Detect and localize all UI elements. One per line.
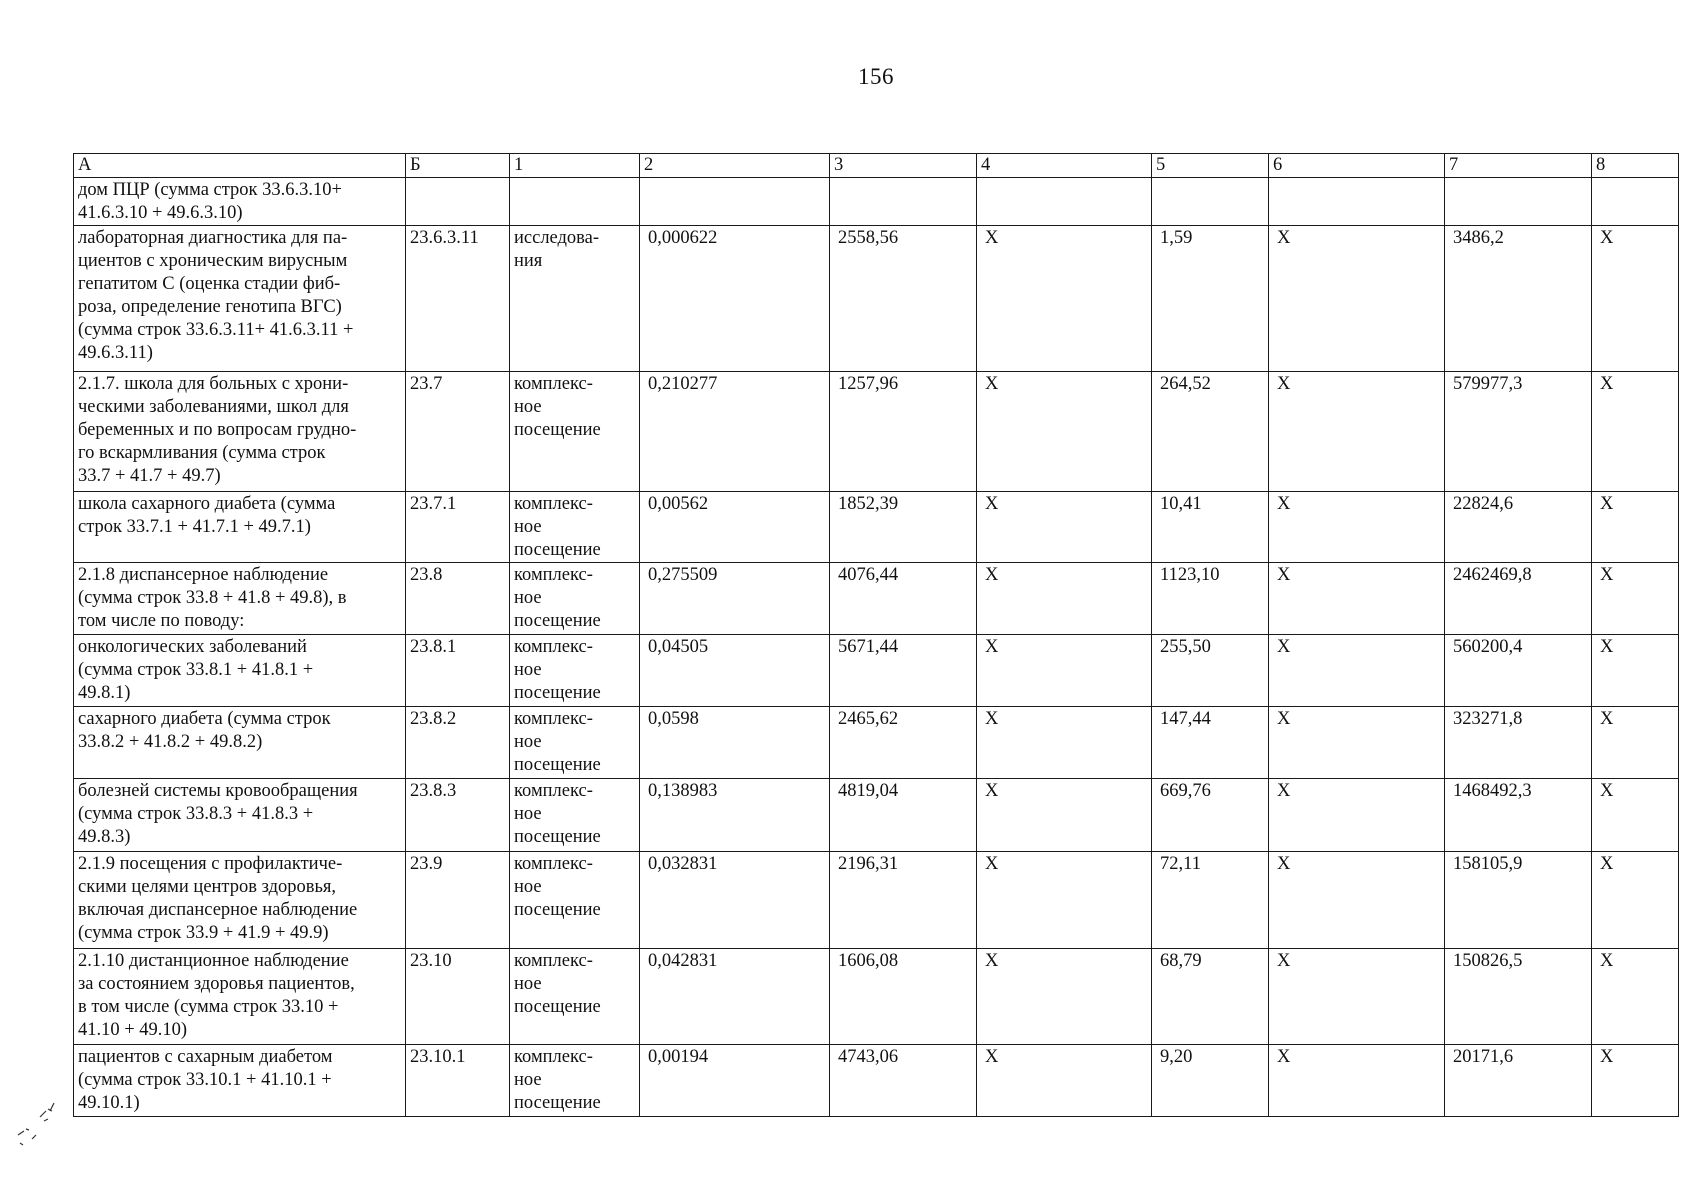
unit-cell: комплекс- ное посещение — [510, 1045, 640, 1117]
col3-cell: 2196,31 — [830, 852, 977, 949]
scan-mark — [10, 1095, 70, 1155]
col7-cell: 579977,3 — [1445, 372, 1592, 492]
header-cell: 3 — [830, 154, 977, 178]
col3-cell: 4743,06 — [830, 1045, 977, 1117]
col8-cell: Х — [1592, 226, 1679, 372]
col8-cell — [1592, 178, 1679, 226]
col4-cell: Х — [977, 949, 1152, 1045]
col8-cell: Х — [1592, 779, 1679, 852]
unit-cell: комплекс- ное посещение — [510, 707, 640, 779]
col5-cell: 147,44 — [1152, 707, 1269, 779]
data-table — [73, 153, 1679, 1117]
col5-cell: 1,59 — [1152, 226, 1269, 372]
col4-cell: Х — [977, 492, 1152, 563]
table-row — [74, 779, 1679, 852]
col5-cell — [1152, 178, 1269, 226]
col4-cell: Х — [977, 563, 1152, 635]
row-name-cell: сахарного диабета (сумма строк 33.8.2 + 41.8.2 + 49.8.2) — [74, 707, 406, 779]
row-name-cell: 2.1.7. школа для больных с хрони- ческими заболеваниями, школ для беременных и по вопросам грудно- го вскармливания (сумма строк 33.7 + 41.7 + 49.7) — [74, 372, 406, 492]
row-code-cell: 23.8.2 — [406, 707, 510, 779]
row-code-cell: 23.8.3 — [406, 779, 510, 852]
col8-cell: Х — [1592, 949, 1679, 1045]
unit-cell: комплекс- ное посещение — [510, 779, 640, 852]
col5-cell: 72,11 — [1152, 852, 1269, 949]
header-cell: А — [74, 154, 406, 178]
col8-cell: Х — [1592, 492, 1679, 563]
col2-cell: 0,04505 — [640, 635, 830, 707]
row-code-cell: 23.8 — [406, 563, 510, 635]
col3-cell: 2465,62 — [830, 707, 977, 779]
row-name-cell: 2.1.9 посещения с профилактиче- скими целями центров здоровья, включая диспансерное наблюдение (сумма строк 33.9 + 41.9 + 49.9) — [74, 852, 406, 949]
col6-cell: Х — [1269, 1045, 1445, 1117]
header-cell: 2 — [640, 154, 830, 178]
col4-cell: Х — [977, 226, 1152, 372]
col8-cell: Х — [1592, 1045, 1679, 1117]
col4-cell — [977, 178, 1152, 226]
header-cell: 5 — [1152, 154, 1269, 178]
col8-cell: Х — [1592, 707, 1679, 779]
row-code-cell: 23.9 — [406, 852, 510, 949]
col5-cell: 255,50 — [1152, 635, 1269, 707]
col7-cell: 3486,2 — [1445, 226, 1592, 372]
unit-cell: комплекс- ное посещение — [510, 492, 640, 563]
row-name-cell: лабораторная диагностика для па- циентов с хроническим вирусным гепатитом С (оценка стадии фиб- роза, определение генотипа ВГС) (сумма строк 33.6.3.11+ 41.6.3.11 + 49.6.3.11) — [74, 226, 406, 372]
table-row — [74, 635, 1679, 707]
row-name-cell: пациентов с сахарным диабетом (сумма строк 33.10.1 + 41.10.1 + 49.10.1) — [74, 1045, 406, 1117]
unit-cell — [510, 178, 640, 226]
col8-cell: Х — [1592, 372, 1679, 492]
col5-cell: 10,41 — [1152, 492, 1269, 563]
col5-cell: 669,76 — [1152, 779, 1269, 852]
header-cell: 7 — [1445, 154, 1592, 178]
row-name-cell: 2.1.10 дистанционное наблюдение за состоянием здоровья пациентов, в том числе (сумма строк 33.10 + 41.10 + 49.10) — [74, 949, 406, 1045]
col4-cell: Х — [977, 635, 1152, 707]
col8-cell: Х — [1592, 635, 1679, 707]
row-code-cell: 23.6.3.11 — [406, 226, 510, 372]
row-code-cell: 23.10 — [406, 949, 510, 1045]
col7-cell: 2462469,8 — [1445, 563, 1592, 635]
col2-cell: 0,00194 — [640, 1045, 830, 1117]
col7-cell: 20171,6 — [1445, 1045, 1592, 1117]
col3-cell: 4076,44 — [830, 563, 977, 635]
col7-cell — [1445, 178, 1592, 226]
col6-cell: Х — [1269, 949, 1445, 1045]
col2-cell — [640, 178, 830, 226]
col3-cell: 5671,44 — [830, 635, 977, 707]
row-code-cell: 23.7 — [406, 372, 510, 492]
row-code-cell: 23.7.1 — [406, 492, 510, 563]
col2-cell: 0,032831 — [640, 852, 830, 949]
unit-cell: комплекс- ное посещение — [510, 372, 640, 492]
col3-cell: 1257,96 — [830, 372, 977, 492]
col2-cell: 0,275509 — [640, 563, 830, 635]
table-row — [74, 949, 1679, 1045]
row-name-cell: школа сахарного диабета (сумма строк 33.7.1 + 41.7.1 + 49.7.1) — [74, 492, 406, 563]
header-cell: 6 — [1269, 154, 1445, 178]
col6-cell: Х — [1269, 372, 1445, 492]
unit-cell: комплекс- ное посещение — [510, 563, 640, 635]
col5-cell: 264,52 — [1152, 372, 1269, 492]
col5-cell: 68,79 — [1152, 949, 1269, 1045]
table-row — [74, 226, 1679, 372]
table-row — [74, 1045, 1679, 1117]
col6-cell: Х — [1269, 492, 1445, 563]
col4-cell: Х — [977, 1045, 1152, 1117]
col6-cell: Х — [1269, 635, 1445, 707]
col2-cell: 0,0598 — [640, 707, 830, 779]
col3-cell — [830, 178, 977, 226]
col4-cell: Х — [977, 707, 1152, 779]
unit-cell: комплекс- ное посещение — [510, 635, 640, 707]
row-code-cell: 23.8.1 — [406, 635, 510, 707]
col7-cell: 158105,9 — [1445, 852, 1592, 949]
col6-cell: Х — [1269, 563, 1445, 635]
row-name-cell: 2.1.8 диспансерное наблюдение (сумма строк 33.8 + 41.8 + 49.8), в том числе по поводу: — [74, 563, 406, 635]
row-name-cell: дом ПЦР (сумма строк 33.6.3.10+ 41.6.3.10 + 49.6.3.10) — [74, 178, 406, 226]
table-row — [74, 372, 1679, 492]
col6-cell: Х — [1269, 852, 1445, 949]
header-cell: 8 — [1592, 154, 1679, 178]
col6-cell: Х — [1269, 226, 1445, 372]
table-row — [74, 852, 1679, 949]
col3-cell: 1852,39 — [830, 492, 977, 563]
row-name-cell: болезней системы кровообращения (сумма строк 33.8.3 + 41.8.3 + 49.8.3) — [74, 779, 406, 852]
col3-cell: 1606,08 — [830, 949, 977, 1045]
page-number: 156 — [858, 64, 894, 89]
col2-cell: 0,138983 — [640, 779, 830, 852]
table-row — [74, 707, 1679, 779]
col2-cell: 0,000622 — [640, 226, 830, 372]
col7-cell: 150826,5 — [1445, 949, 1592, 1045]
unit-cell: комплекс- ное посещение — [510, 949, 640, 1045]
col2-cell: 0,00562 — [640, 492, 830, 563]
row-code-cell: 23.10.1 — [406, 1045, 510, 1117]
header-cell: Б — [406, 154, 510, 178]
col4-cell: Х — [977, 779, 1152, 852]
col4-cell: Х — [977, 852, 1152, 949]
col3-cell: 4819,04 — [830, 779, 977, 852]
unit-cell: исследова- ния — [510, 226, 640, 372]
col3-cell: 2558,56 — [830, 226, 977, 372]
col2-cell: 0,042831 — [640, 949, 830, 1045]
col4-cell: Х — [977, 372, 1152, 492]
table-row — [74, 178, 1679, 226]
col8-cell: Х — [1592, 563, 1679, 635]
row-name-cell: онкологических заболеваний (сумма строк 33.8.1 + 41.8.1 + 49.8.1) — [74, 635, 406, 707]
col2-cell: 0,210277 — [640, 372, 830, 492]
header-cell: 4 — [977, 154, 1152, 178]
col6-cell: Х — [1269, 779, 1445, 852]
col6-cell: Х — [1269, 707, 1445, 779]
col6-cell — [1269, 178, 1445, 226]
col7-cell: 323271,8 — [1445, 707, 1592, 779]
col8-cell: Х — [1592, 852, 1679, 949]
row-code-cell — [406, 178, 510, 226]
col7-cell: 22824,6 — [1445, 492, 1592, 563]
table-row — [74, 492, 1679, 563]
table-row — [74, 563, 1679, 635]
col7-cell: 1468492,3 — [1445, 779, 1592, 852]
col5-cell: 1123,10 — [1152, 563, 1269, 635]
col5-cell: 9,20 — [1152, 1045, 1269, 1117]
unit-cell: комплекс- ное посещение — [510, 852, 640, 949]
table-header-row — [74, 154, 1679, 178]
col7-cell: 560200,4 — [1445, 635, 1592, 707]
header-cell: 1 — [510, 154, 640, 178]
